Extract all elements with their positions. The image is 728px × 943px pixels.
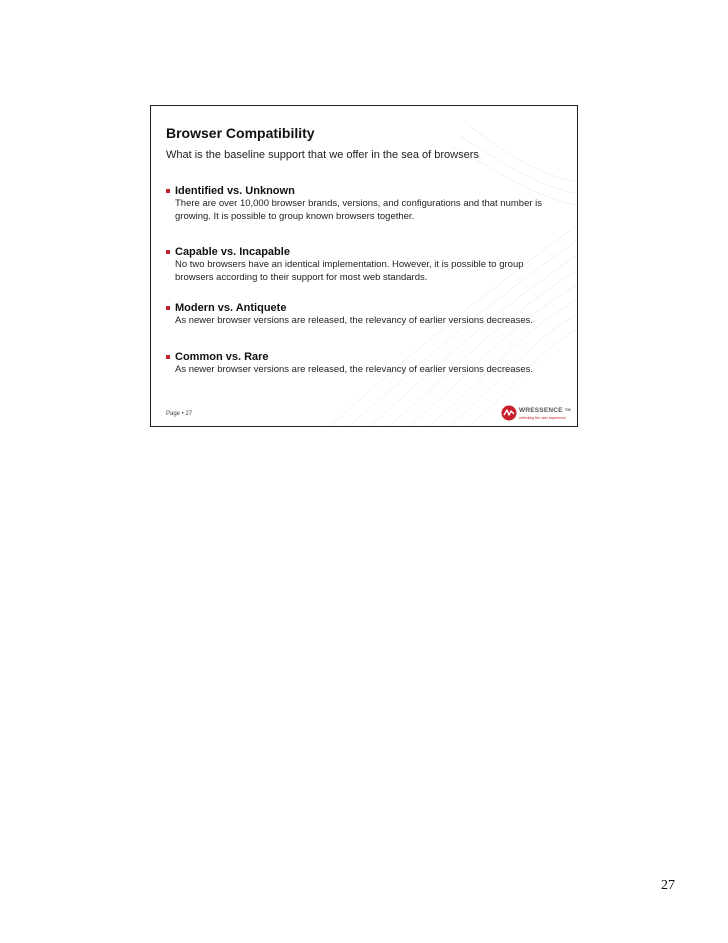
wressence-logo-icon xyxy=(501,405,517,421)
logo-name: WRESSENCE xyxy=(519,407,563,414)
logo-trademark: TM xyxy=(564,407,571,412)
bullet-body: No two browsers have an identical implementation. However, it is possible to group browsers according to their support for most web standards. xyxy=(175,259,524,283)
bullet-marker-icon xyxy=(166,250,170,254)
bullet-marker-icon xyxy=(166,355,170,359)
slide-title: Browser Compatibility xyxy=(166,125,315,141)
bullet-item xyxy=(166,302,546,327)
company-logo xyxy=(501,404,569,424)
bullet-item xyxy=(166,185,546,223)
bullet-marker-icon xyxy=(166,306,170,310)
slide xyxy=(150,105,578,427)
bullet-item xyxy=(166,351,546,376)
bullet-body: There are over 10,000 browser brands, versions, and configurations and that number is growing. It is possible to group known browsers together. xyxy=(175,198,543,222)
slide-subtitle: What is the baseline support that we offer in the sea of browsers xyxy=(166,149,479,161)
bullet-heading: Modern vs. Antiquete xyxy=(175,302,287,314)
bullet-item xyxy=(166,246,546,284)
bullet-heading: Common vs. Rare xyxy=(175,351,269,363)
slide-page-label: Page • 27 xyxy=(166,411,193,417)
logo-tagline: rethinking the user experience xyxy=(519,416,566,420)
bullet-body: As newer browser versions are released, the relevancy of earlier versions decreases. xyxy=(175,364,533,375)
slide-content xyxy=(166,106,562,426)
page-number: 27 xyxy=(661,878,675,893)
bullet-heading: Capable vs. Incapable xyxy=(175,246,290,258)
bullet-heading: Identified vs. Unknown xyxy=(175,185,295,197)
bullet-body: As newer browser versions are released, the relevancy of earlier versions decreases. xyxy=(175,315,533,326)
bullet-marker-icon xyxy=(166,189,170,193)
